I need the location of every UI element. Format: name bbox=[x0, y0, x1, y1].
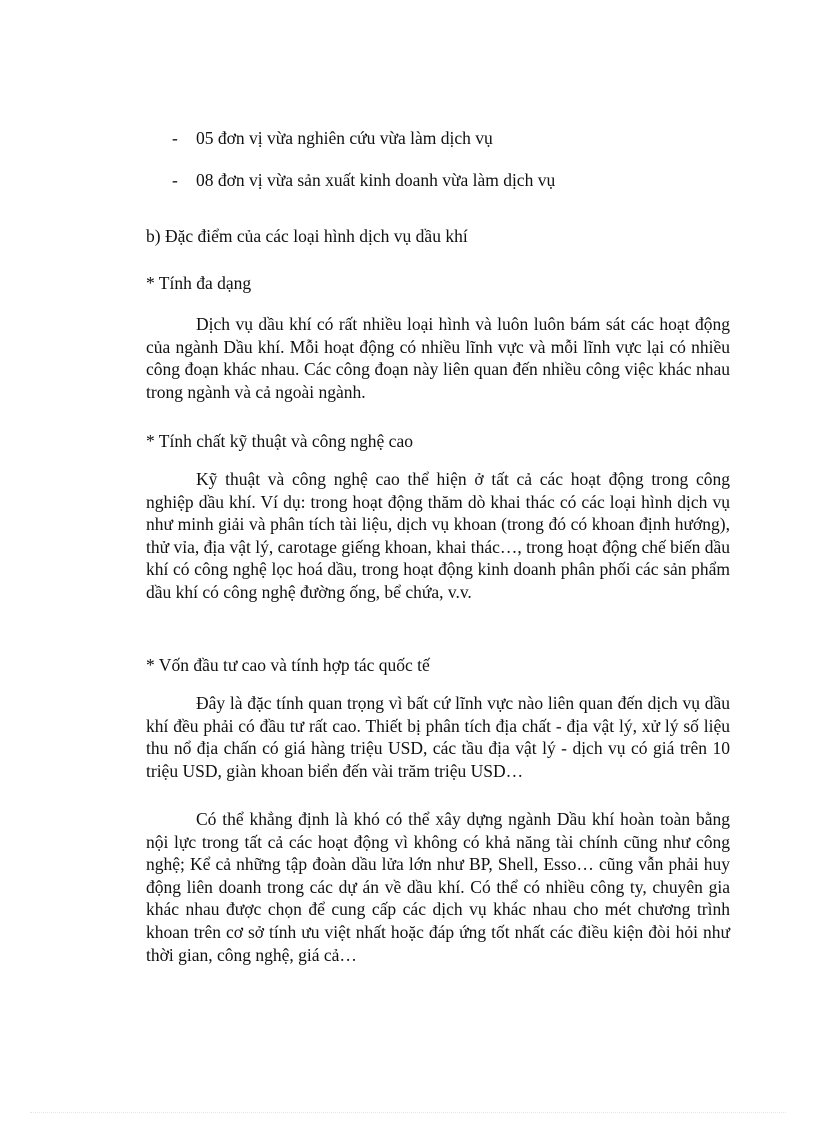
bullet-dash: - bbox=[172, 170, 178, 190]
bullet-dash: - bbox=[172, 128, 178, 148]
subsection-heading: * Tính đa dạng bbox=[146, 273, 252, 293]
section-heading: b) Đặc điểm của các loại hình dịch vụ dầu khí bbox=[146, 226, 468, 246]
paragraph: Dịch vụ dầu khí có rất nhiều loại hình và luôn luôn bám sát các hoạt động của ngành Dầu khí. Mỗi hoạt động có nhiều lĩnh vực và mỗi lĩnh vực lại có nhiều công đoạn khác nhau. Các công đoạn này liên quan đến nhiều công việc khác nhau trong ngành và cả ngoài ngành. bbox=[146, 314, 730, 402]
paragraph: Kỹ thuật và công nghệ cao thể hiện ở tất cả các hoạt động trong công nghiệp dầu khí. Ví dụ: trong hoạt động thăm dò khai thác có các loại hình dịch vụ như minh giải và phân tích tài liệu, dịch vụ khoan (trong đó có khoan định hướng), thử vỉa, địa vật lý, carotage giếng khoan, khai thác…, trong hoạt động chế biến dầu khí có công nghệ lọc hoá dầu, trong hoạt động kinh doanh phân phối các sản phẩm dầu khí có công nghệ đường ống, bể chứa, v.v. bbox=[146, 469, 730, 602]
bullet-item: 05 đơn vị vừa nghiên cứu vừa làm dịch vụ bbox=[196, 128, 493, 148]
subsection-heading: * Vốn đầu tư cao và tính hợp tác quốc tế bbox=[146, 655, 430, 675]
bullet-item: 08 đơn vị vừa sản xuất kinh doanh vừa làm dịch vụ bbox=[196, 170, 556, 190]
paragraph: Có thể khẳng định là khó có thể xây dựng ngành Dầu khí hoàn toàn bằng nội lực trong tất cả các hoạt động vì không có khả năng tài chính cũng như công nghệ; Kể cả những tập đoàn dầu lửa lớn như BP, Shell, Esso… cũng vẫn phải huy động liên doanh trong các dự án về dầu khí. Có thể có nhiều công ty, chuyên gia khác nhau được chọn để cung cấp các dịch vụ khác nhau cho mét chương trình khoan trên cơ sở tính ưu việt nhất hoặc đáp ứng tốt nhất các điều kiện đòi hỏi như thời gian, công nghệ, giá cả… bbox=[146, 809, 730, 965]
page-bottom-divider bbox=[30, 1112, 786, 1113]
paragraph: Đây là đặc tính quan trọng vì bất cứ lĩnh vực nào liên quan đến dịch vụ dầu khí đều phải có đầu tư rất cao. Thiết bị phân tích địa chất - địa vật lý, xử lý số liệu thu nổ địa chấn có giá hàng triệu USD, các tầu địa vật lý - dịch vụ có giá trên 10 triệu USD, giàn khoan biển đến vài trăm triệu USD… bbox=[146, 693, 730, 781]
subsection-heading: * Tính chất kỹ thuật và công nghệ cao bbox=[146, 431, 413, 451]
